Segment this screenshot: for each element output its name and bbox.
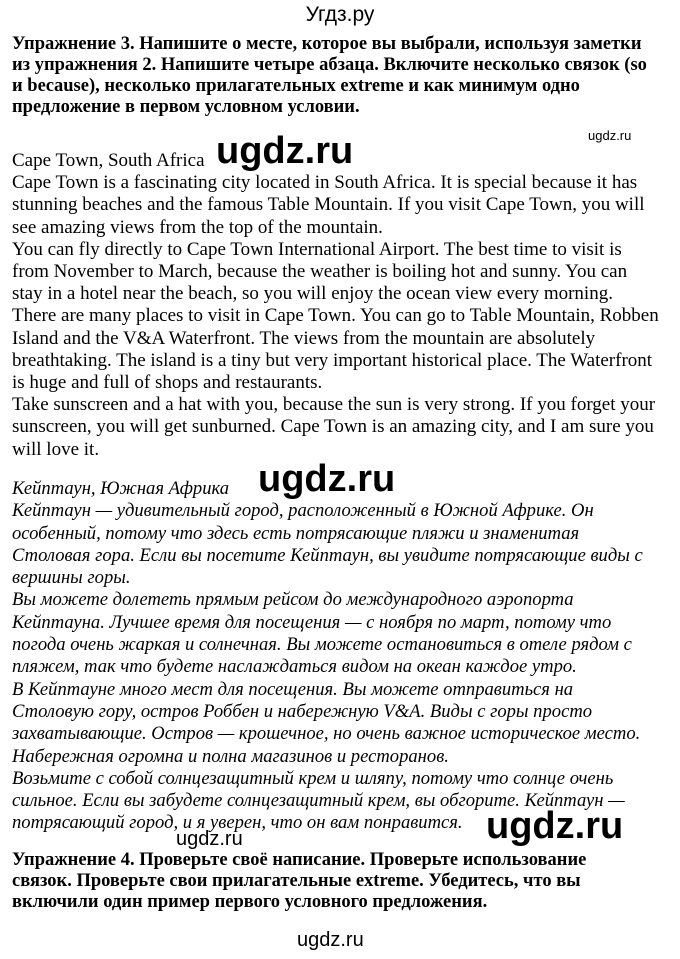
translation-line: В Кейптауне много мест для посещения. Вы можете отправиться на [12, 678, 574, 700]
prompt-line: связок. Проверьте свои прилагательные extreme. Убедитесь, что вы [12, 871, 581, 891]
essay-line: Take sunscreen and a hat with you, because the sun is very strong. If you forget your [12, 394, 656, 416]
essay-line: breathtaking. The island is a tiny but very important historical place. The Waterfront [12, 349, 653, 371]
watermark: ugdz.ru [258, 458, 396, 500]
translation-line: Набережная огромна и полна магазинов и ресторанов. [12, 745, 449, 767]
translation-line: особенный, потому что здесь есть потрясающие пляжи и знаменитая [12, 522, 580, 544]
prompt-line: предложение в первом условном условии. [12, 97, 360, 117]
essay-line: will love it. [12, 438, 100, 460]
essay-line: is huge and full of shops and restaurants. [12, 372, 323, 394]
translation-line: Вы можете долететь прямым рейсом до международного аэропорта [12, 589, 574, 611]
prompt-line: из упражнения 2. Напишите четыре абзаца. Включите несколько связок (so [12, 55, 647, 75]
translation-title: Кейптаун, Южная Африка [12, 478, 230, 499]
watermark: ugdz.ru [176, 828, 243, 850]
english-essay [12, 150, 674, 461]
essay-line: You can fly directly to Cape Town International Airport. The best time to visit is [12, 238, 622, 260]
essay-line: Island and the V&A Waterfront. The views from the mountain are absolutely [12, 327, 596, 349]
prompt-line: Упражнение 4. Проверьте своё написание. Проверьте использование [12, 850, 587, 870]
essay-line: Cape Town is a fascinating city located in South Africa. It is special because it has [12, 172, 638, 194]
prompt-line: и because), несколько прилагательных extreme и как минимум одно [12, 76, 580, 96]
translation-line: Кейптаун — удивительный город, расположенный в Южной Африке. Он [12, 500, 594, 522]
essay-title: Cape Town, South Africa [12, 150, 205, 171]
watermark: ugdz.ru [588, 128, 632, 143]
essay-line: see amazing views from the top of the mountain. [12, 216, 383, 238]
watermark: ugdz.ru [486, 805, 624, 847]
russian-translation [12, 478, 674, 835]
translation-line: пляжем, так что будете наслаждаться видом на океан каждое утро. [12, 656, 577, 678]
translation-line: сильное. Если вы забудете солнцезащитный крем, вы обгорите. Кейптаун — [12, 790, 625, 812]
watermark: ugdz.ru [216, 130, 354, 172]
exercise-4-prompt [12, 850, 672, 913]
translation-line: захватывающие. Остров — крошечное, но очень важное историческое место. [12, 723, 641, 745]
translation-line: Кейптауна. Лучшее время для посещения — с ноября по март, потому что [12, 611, 612, 633]
essay-line: sunscreen, you will get sunburned. Cape Town is an amazing city, and I am sure you [12, 416, 654, 438]
prompt-line: Упражнение 3. Напишите о месте, которое вы выбрали, используя заметки [12, 34, 642, 54]
prompt-line: включили один пример первого условного предложения. [12, 892, 488, 912]
translation-line: Столовую гору, остров Роббен и набережную V&A. Виды с горы просто [12, 700, 593, 722]
essay-line: There are many places to visit in Cape Town. You can go to Table Mountain, Robben [12, 305, 659, 327]
essay-line: stunning beaches and the famous Table Mountain. If you visit Cape Town, you will [12, 194, 645, 216]
essay-line: from November to March, because the weather is boiling hot and sunny. You can [12, 261, 628, 283]
site-title: Угдз.ру [305, 3, 375, 26]
translation-line: Возьмите с собой солнцезащитный крем и шляпу, потому что солнце очень [12, 767, 614, 789]
translation-line: погода очень жаркая и солнечная. Вы можете остановиться в отеле рядом с [12, 634, 632, 656]
translation-line: вершины горы. [12, 567, 131, 589]
translation-line: Столовая гора. Если вы посетите Кейптаун, вы увидите потрясающие виды с [12, 544, 643, 566]
exercise-3-prompt [12, 34, 672, 118]
watermark: ugdz.ru [297, 929, 364, 951]
essay-line: stay in a hotel near the beach, so you will enjoy the ocean view every morning. [12, 283, 613, 305]
translation-line: потрясающий город, и я уверен, что он вам понравится. [12, 812, 463, 834]
